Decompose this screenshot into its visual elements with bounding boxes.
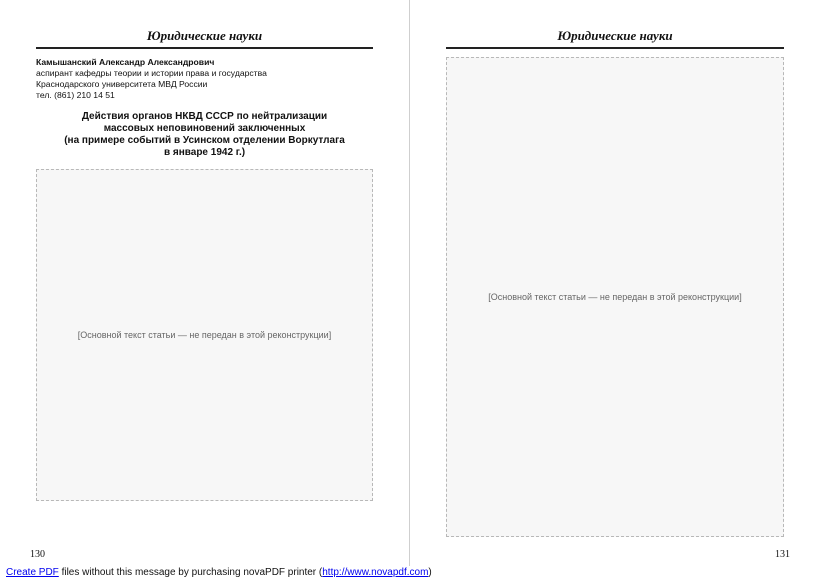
create-pdf-link[interactable]: Create PDF bbox=[6, 567, 59, 578]
author-institution: Краснодарского университета МВД России bbox=[36, 79, 208, 89]
pdf-footer bbox=[0, 566, 820, 580]
title-line: Действия органов НКВД СССР по нейтрализации bbox=[81, 111, 328, 122]
novapdf-link[interactable]: http://www.novapdf.com bbox=[322, 567, 429, 578]
title-line: в январе 1942 г.) bbox=[163, 147, 246, 158]
running-head: Юридические науки bbox=[446, 28, 784, 49]
running-head: Юридические науки bbox=[36, 28, 373, 49]
author-name: Камышанский Александр Александрович bbox=[36, 57, 215, 67]
author-position: аспирант кафедры теории и истории права и государства bbox=[36, 68, 267, 78]
left-page bbox=[0, 0, 410, 566]
footer-text: files without this message by purchasing novaPDF printer ( bbox=[58, 567, 323, 578]
author-phone: тел. (861) 210 14 51 bbox=[36, 90, 115, 100]
article-title bbox=[36, 111, 373, 159]
page-number-left: 130 bbox=[30, 549, 45, 560]
right-page bbox=[410, 0, 820, 566]
title-line: (на примере событий в Усинском отделении Воркутлага bbox=[64, 135, 345, 146]
body-text-placeholder: [Основной текст статьи — не передан в этой реконструкции] bbox=[446, 57, 784, 537]
footer-close: ) bbox=[428, 567, 432, 578]
page-number-right: 131 bbox=[775, 549, 790, 560]
title-line: массовых неповиновений заключенных bbox=[103, 123, 306, 134]
author-block bbox=[36, 57, 373, 101]
body-text-placeholder: [Основной текст статьи — не передан в этой реконструкции] bbox=[36, 169, 373, 501]
